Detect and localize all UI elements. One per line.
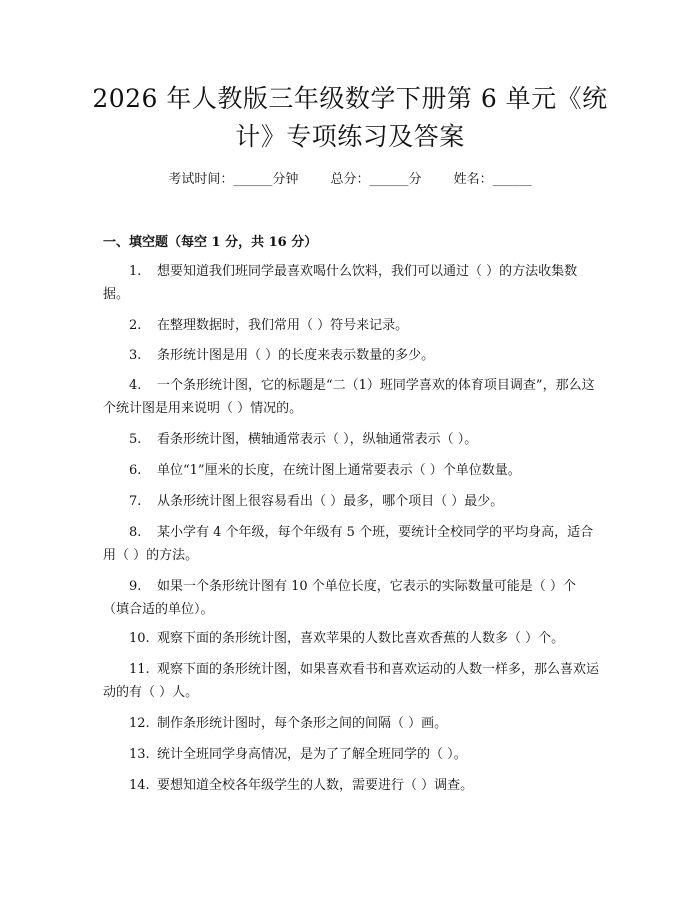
question-text: 观察下面的条形统计图，喜欢苹果的人数比喜欢香蕉的人数多（ ）个。 [157, 631, 565, 646]
question-number: 9. [129, 579, 142, 594]
question-10 [103, 627, 599, 650]
question-text: 看条形统计图，横轴通常表示（ ），纵轴通常表示（ ）。 [157, 432, 478, 447]
question-1 [103, 260, 599, 306]
question-text: 在整理数据时，我们常用（ ）符号来记录。 [157, 318, 409, 333]
question-5 [103, 428, 599, 451]
question-number: 11. [129, 662, 150, 677]
question-number: 14. [129, 778, 150, 793]
question-number: 10. [129, 631, 150, 646]
question-text: 一个条形统计图，它的标题是“二（1）班同学喜欢的体育项目调查”，那么这个统计图是用来说明（ ）情况的。 [103, 378, 595, 416]
section-heading-fill-in: 一、填空题（每空 1 分，共 16 分） [103, 235, 318, 250]
question-text: 观察下面的条形统计图，如果喜欢看书和喜欢运动的人数一样多，那么喜欢运动的有（ ）人。 [103, 662, 600, 700]
question-number: 1. [129, 264, 142, 279]
question-number: 3. [129, 348, 142, 363]
question-8 [103, 521, 599, 567]
question-text: 想要知道我们班同学最喜欢喝什么饮料，我们可以通过（ ）的方法收集数据。 [103, 264, 578, 302]
question-text: 要想知道全校各年级学生的人数，需要进行（ ）调查。 [157, 778, 474, 793]
question-number: 4. [129, 378, 142, 393]
exam-time-field: 考试时间：______分钟 [168, 172, 299, 187]
total-score-field: 总分：______分 [330, 172, 422, 187]
question-6 [103, 459, 599, 482]
student-name-field: 姓名：______ [453, 172, 532, 187]
question-text: 条形统计图是用（ ）的长度来表示数量的多少。 [157, 348, 435, 363]
question-11 [103, 658, 599, 704]
question-12 [103, 712, 599, 735]
question-number: 8. [129, 525, 142, 540]
question-text: 制作条形统计图时，每个条形之间的间隔（ ）画。 [157, 716, 448, 731]
question-9 [103, 575, 599, 621]
question-7 [103, 490, 599, 513]
document-title: 2026 年人教版三年级数学下册第 6 单元《统计》专项练习及答案 [92, 84, 608, 151]
question-text: 统计全班同学身高情况，是为了了解全班同学的（ ）。 [157, 747, 467, 762]
question-text: 某小学有 4 个年级，每个年级有 5 个班，要统计全校同学的平均身高，适合用（ ）的方法。 [103, 525, 594, 563]
question-text: 如果一个条形统计图有 10 个单位长度，它表示的实际数量可能是（ ）个（填合适的单位）。 [103, 579, 576, 617]
question-3 [103, 344, 599, 367]
question-number: 12. [129, 716, 150, 731]
question-number: 6. [129, 463, 142, 478]
question-number: 13. [129, 747, 150, 762]
question-14 [103, 774, 599, 797]
question-text: 单位“1”厘米的长度，在统计图上通常要表示（ ）个单位数量。 [157, 463, 521, 478]
question-number: 5. [129, 432, 142, 447]
question-number: 7. [129, 494, 142, 509]
exam-meta [0, 168, 700, 187]
question-13 [103, 743, 599, 766]
question-text: 从条形统计图上很容易看出（ ）最多，哪个项目（ ）最少。 [157, 494, 504, 509]
question-2 [103, 314, 599, 337]
question-4 [103, 374, 599, 420]
question-number: 2. [129, 318, 142, 333]
